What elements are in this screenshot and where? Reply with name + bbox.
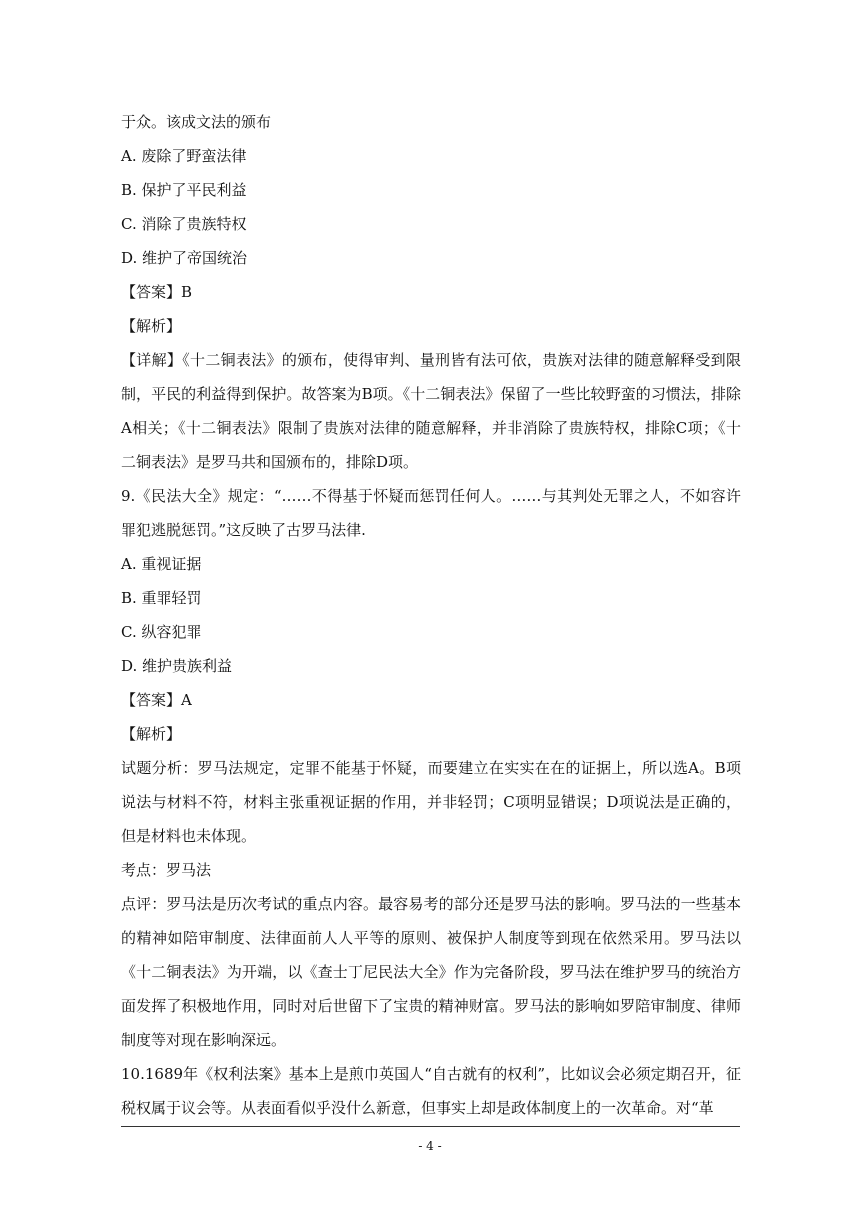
q8-option-a: A. 废除了野蛮法律 [121, 147, 247, 165]
q8-option-b: B. 保护了平民利益 [121, 181, 247, 199]
q8-option-d: D. 维护了帝国统治 [121, 249, 248, 267]
q8-option-c: C. 消除了贵族特权 [121, 215, 247, 233]
page-number: - 4 - [418, 1139, 442, 1153]
q9-dianping-paragraph: 点评：罗马法是历次考试的重点内容。最容易考的部分还是罗马法的影响。罗马法的一些基本的精神如陪审制度、法律面前人人平等的原则、被保护人制度等到现在依然采用。罗马法以《十二铜表法》为开端，以《查士丁尼民法大全》作为完备阶段，罗马法在维护罗马的统治方面发挥了积极地作用，同时对后世留下了宝贵的精神财富。罗马法的影响如罗陪审制度、律师制度等对现在影响深远。 [121, 895, 741, 1049]
q9-stem: 9.《民法大全》规定：“……不得基于怀疑而惩罚任何人。……与其判处无罪之人，不如容许罪犯逃脱惩罚。”这反映了古罗马法律. [121, 487, 741, 539]
q9-analysis-paragraph: 试题分析：罗马法规定，定罪不能基于怀疑，而要建立在实实在在的证据上，所以选A。B项说法与材料不符，材料主张重视证据的作用，并非轻罚；C项明显错误；D项说法是正确的，但是材料也未体现。 [121, 759, 741, 845]
q9-option-d: D. 维护贵族利益 [121, 657, 233, 675]
q9-option-b: B. 重罪轻罚 [121, 589, 202, 607]
q9-option-a: A. 重视证据 [121, 555, 202, 573]
q9-answer: 【答案】A [121, 691, 192, 709]
q10-stem: 10.1689年《权利法案》基本上是煎巾英国人“自古就有的权利”，比如议会必须定期召开，征税权属于议会等。从表面看似乎没什么新意，但事实上却是政体制度上的一次革命。对“革 [121, 1065, 741, 1117]
q8-detail-paragraph: 【详解】《十二铜表法》的颁布，使得审判、量刑皆有法可依，贵族对法律的随意解释受到限制，平民的利益得到保护。故答案为B项。《十二铜表法》保留了一些比较野蛮的习惯法，排除A相关；《十二铜表法》限制了贵族对法律的随意解释，并非消除了贵族特权，排除C项；《十二铜表法》是罗马共和国颁布的，排除D项。 [121, 351, 741, 471]
q9-kaodian: 考点：罗马法 [121, 861, 212, 879]
q8-analysis-label: 【解析】 [121, 317, 182, 335]
q9-analysis-label: 【解析】 [121, 725, 182, 743]
q8-answer: 【答案】B [121, 283, 193, 301]
footer-divider [121, 1126, 740, 1127]
q8-stem-end: 于众。该成文法的颁布 [121, 113, 272, 131]
q9-option-c: C. 纵容犯罪 [121, 623, 202, 641]
